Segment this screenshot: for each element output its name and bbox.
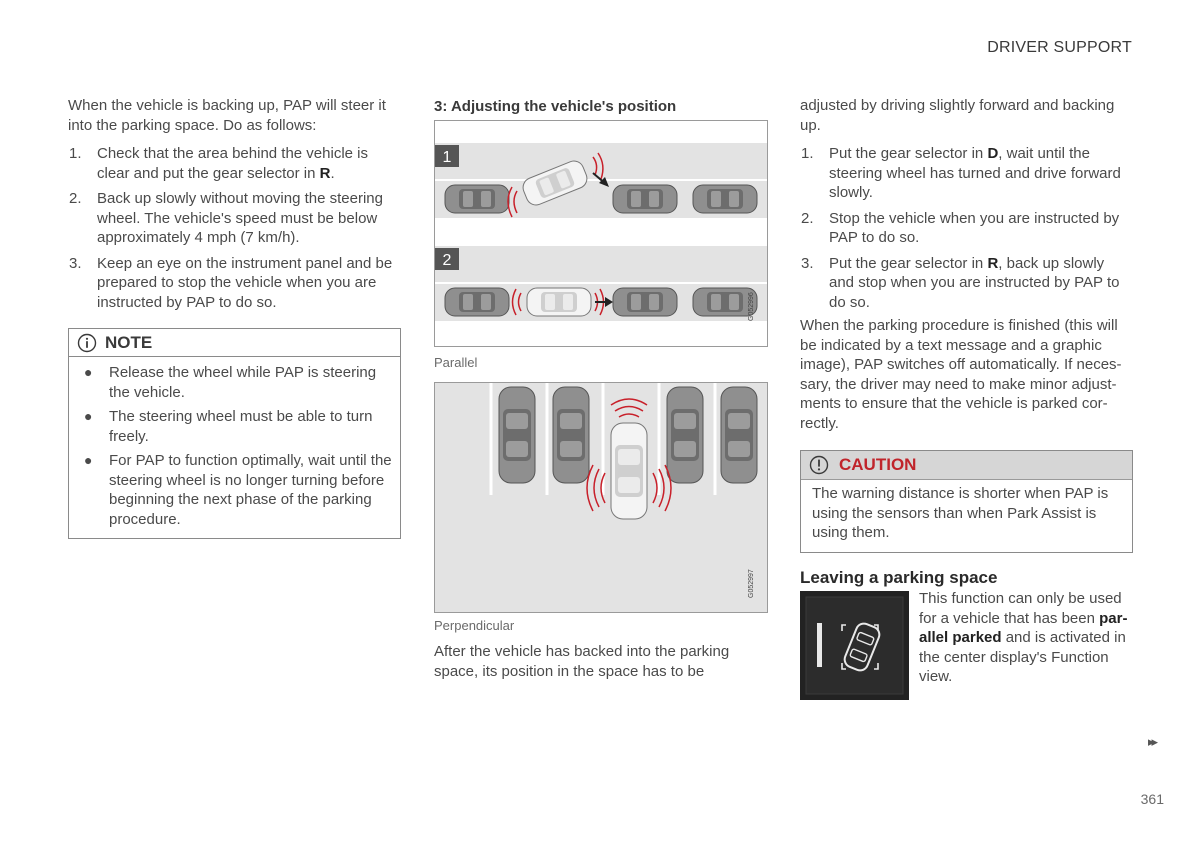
caution-title: CAUTION [839,455,917,475]
leaving-heading: Leaving a parking space [800,568,998,587]
list-item [800,254,1132,313]
leaving-text-part: This function can only be used for a vehicle that has been [919,590,1122,627]
bullet: ● [84,408,93,424]
step-number: 2. [801,209,814,227]
step-number: 3. [69,254,82,272]
list-item [68,144,400,183]
bullet: ● [84,452,93,468]
intro-paragraph: When the vehicle is backing up, PAP will steer it into the parking space. Do as follows: [68,97,386,134]
adjusting-heading: 3: Adjusting the vehicle's position [434,98,677,115]
parallel-illustration [435,121,767,346]
note-list [69,357,400,542]
note-header [69,329,400,357]
note-item-text: For PAP to function optimally, wait until the steering wheel is no longer turning before beginning the next phase of the parking procedure. [109,452,392,528]
step-text-end: , wait until the steering wheel has turned and drive forward slowly. [829,145,1121,201]
caution-text: The warning distance is shorter when PAP is using the sensors than when Park Assist is using them. [812,485,1109,541]
list-item [81,407,392,446]
warning-icon [809,455,829,475]
figure-code-text: G052997 [748,569,755,598]
step-number: 1. [69,145,82,162]
parallel-figure [434,120,768,347]
note-item-text: The steering wheel must be able to turn freely. [109,408,373,445]
step-bold: R [987,254,999,272]
leaving-text-bold: par-allel parked [919,609,1128,646]
park-out-icon [800,591,909,700]
step-number: 1. [801,145,814,162]
page-number: 361 [1140,791,1164,807]
note-box [68,328,401,539]
step-bold: R [319,164,331,182]
list-item [81,363,392,402]
left-column [68,96,400,318]
info-icon [77,333,97,353]
parking-function-image [800,591,909,700]
list-item [800,144,1132,203]
step-text: Put the gear selector in [829,145,988,162]
perpendicular-illustration [435,383,767,612]
note-title: NOTE [105,332,153,352]
note-item-text: Release the wheel while PAP is steering the vehicle. [109,364,377,401]
perpendicular-figure [434,382,768,613]
list-item [81,451,392,529]
step-text-end: , back up slowly and stop when you are instructed by PAP to do so. [829,254,1120,311]
step-text: Put the gear selector in [829,254,988,272]
step-number: 3. [801,254,814,272]
left-steps-list [68,144,400,312]
step-bold: D [987,145,999,162]
right-column [800,96,1132,433]
caution-header [801,451,1132,480]
list-item [68,254,400,313]
section-header: DRIVER SUPPORT [987,39,1132,56]
list-item [800,209,1132,248]
step-text: Back up slowly without moving the steering wheel. The vehicle's speed must be below approximately 4 mph (7 km/h). [97,190,383,246]
parallel-caption: Parallel [434,355,478,370]
caution-box [800,450,1133,553]
leaving-text-part-end: and is activated in the center display's Function view. [919,629,1126,685]
step-text: Keep an eye on the instrument panel and be prepared to stop the vehicle when you are instructed by PAP to do so. [97,254,393,311]
panel-1-label: 1 [442,149,452,166]
perpendicular-caption: Perpendicular [434,618,515,633]
list-item [68,189,400,248]
continue-arrows-icon: ▸▸ [1148,734,1156,749]
panel-2-label: 2 [442,252,452,269]
continuation-paragraph: adjusted by driving slightly forward and backing up. [800,97,1115,134]
step-text: Check that the area behind the vehicle is clear and put the gear selector in [97,145,369,182]
step-text-end: . [330,164,335,182]
finished-paragraph: When the parking procedure is finished (this will be indicated by a text message and a graphic image), PAP switches off automatically. If neces-sary, the driver may need to make minor adjust-ments to ensure that the vehicle is parked cor-rectly. [800,317,1122,432]
leaving-text [919,589,1133,687]
step-number: 2. [69,190,82,207]
right-steps-list [800,144,1132,312]
middle-body-text: After the vehicle has backed into the parking space, its position in the space has to be [434,643,730,680]
step-text: Stop the vehicle when you are instructed by PAP to do so. [829,209,1120,246]
figure-code-text: G052996 [748,292,755,321]
bullet: ● [84,364,93,380]
